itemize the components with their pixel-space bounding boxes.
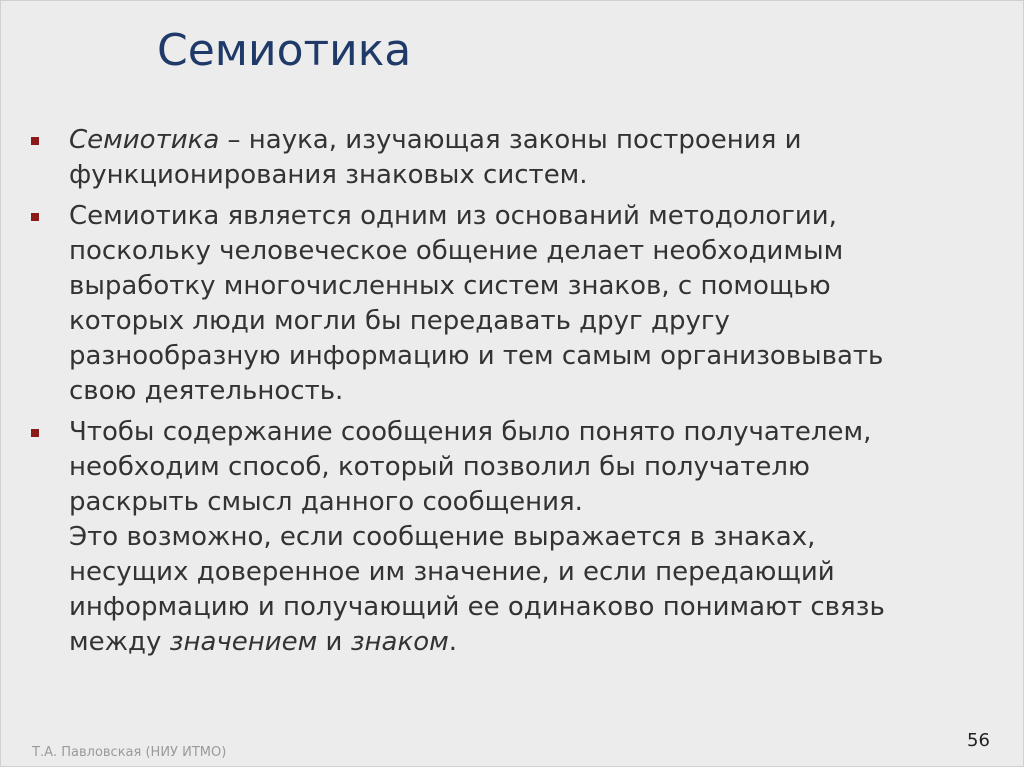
bullet-line: разнообразную информацию и тем самым организовывать bbox=[69, 341, 884, 371]
bullet-line: Чтобы содержание сообщения было понято получателем, bbox=[69, 417, 872, 447]
bullet-line bbox=[69, 625, 1009, 660]
slide-title: Семиотика bbox=[157, 25, 412, 76]
bullet-line: Семиотика является одним из оснований методологии, bbox=[69, 201, 837, 231]
term-italic: значением bbox=[169, 627, 318, 657]
square-bullet-icon bbox=[31, 213, 39, 221]
bullet-text: между bbox=[69, 627, 170, 657]
bullet-line: раскрыть смысл данного сообщения. bbox=[69, 487, 583, 517]
page-number: 56 bbox=[967, 730, 990, 751]
bullet-line: функционирования знаковых систем. bbox=[69, 160, 588, 190]
square-bullet-icon bbox=[31, 137, 39, 145]
bullet-line: Это возможно, если сообщение выражается в знаках, bbox=[69, 522, 816, 552]
term-italic: знаком bbox=[350, 627, 449, 657]
bullet-text: и bbox=[317, 627, 351, 657]
square-bullet-icon bbox=[31, 429, 39, 437]
bullet-text: . bbox=[448, 627, 457, 657]
bullet-item bbox=[69, 199, 1009, 409]
bullet-item bbox=[69, 123, 1009, 193]
term-italic: Семиотика bbox=[69, 125, 220, 155]
bullet-line: выработку многочисленных систем знаков, с помощью bbox=[69, 271, 831, 301]
bullet-line: несущих доверенное им значение, и если передающий bbox=[69, 557, 835, 587]
bullet-line bbox=[69, 123, 1009, 158]
bullet-line: свою деятельность. bbox=[69, 376, 344, 406]
bullet-line: необходим способ, который позволил бы получателю bbox=[69, 452, 810, 482]
slide-content bbox=[69, 123, 1009, 666]
bullet-item bbox=[69, 415, 1009, 660]
bullet-text: – наука, изучающая законы построения и bbox=[219, 125, 802, 155]
bullet-line: поскольку человеческое общение делает необходимым bbox=[69, 236, 844, 266]
bullet-line: которых люди могли бы передавать друг другу bbox=[69, 306, 730, 336]
bullet-line: информацию и получающий ее одинаково понимают связь bbox=[69, 592, 885, 622]
footer-author: Т.А. Павловская (НИУ ИТМО) bbox=[32, 745, 227, 760]
